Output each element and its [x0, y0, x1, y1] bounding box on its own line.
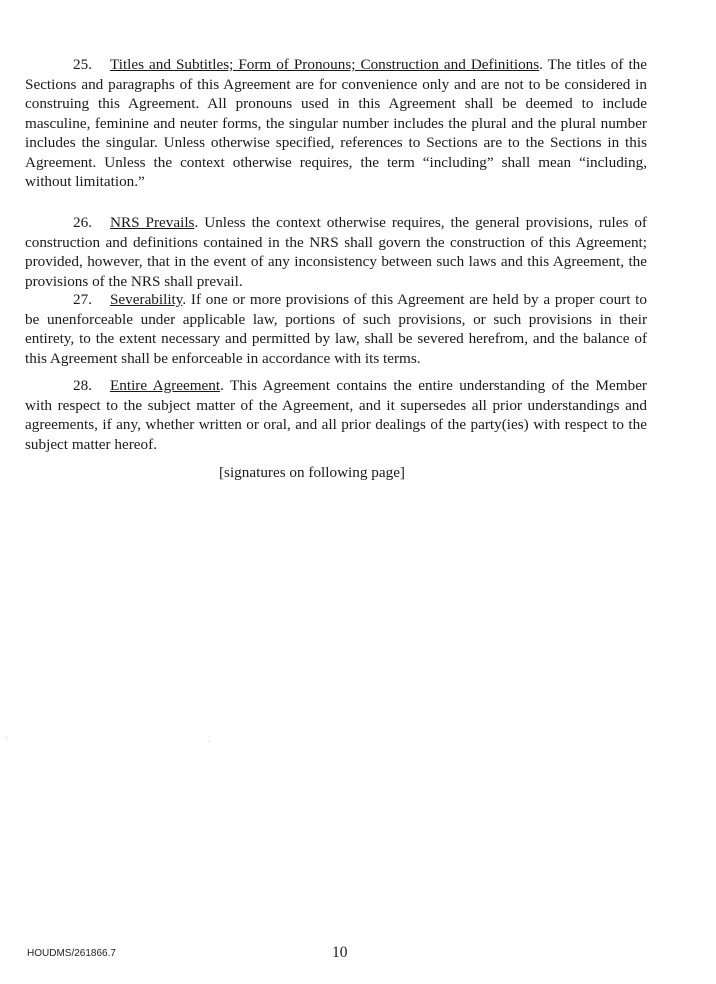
section-heading: Severability — [109, 291, 183, 308]
section-27 — [25, 290, 647, 368]
section-body: . Unless the context otherwise requires, the general provisions, rules of construction and definitions contained in the NRS shall govern the construction of this Agreement; provided, however, that in the event of any inconsistency between such laws and this Agreement, the provisions of the NRS shall prevail. — [25, 214, 647, 290]
section-number: 28. — [73, 377, 92, 394]
section-number: 27. — [73, 291, 92, 308]
section-number: 26. — [73, 214, 92, 231]
section-heading: Titles and Subtitles; Form of Pronouns; Construction and Definitions — [109, 56, 540, 73]
scan-speck — [209, 741, 210, 742]
section-25 — [25, 55, 647, 192]
section-body: . The titles of the Sections and paragraphs of this Agreement are for convenience only and are not to be considered in construing this Agreement. All pronouns used in this Agreement shall be deemed to include masculine, feminine and neuter forms, the singular number includes the plural and the plural number includes the singular. Unless otherwise specified, references to Sections are to the Sections in this Agreement. Unless the context otherwise requires, the term “including” shall mean “including, without limitation.” — [25, 56, 647, 190]
section-heading: Entire Agreement — [109, 377, 221, 394]
section-body: . This Agreement contains the entire understanding of the Member with respect to the subject matter of the Agreement, and it supersedes all prior understandings and agreements, if any, whether written or oral, and all prior dealings of the party(ies) with respect to the subject matter hereof. — [25, 377, 647, 453]
section-heading: NRS Prevails — [109, 214, 195, 231]
signature-note: [signatures on following page] — [218, 464, 405, 481]
scan-speck — [6, 737, 7, 738]
section-number: 25. — [73, 56, 92, 73]
section-26 — [25, 213, 647, 291]
document-id: HOUDMS/261866.7 — [27, 948, 116, 959]
section-body: . If one or more provisions of this Agreement are held by a proper court to be unenforceable under applicable law, portions of such provisions, or such provisions in their entirety, to the extent necessary and permitted by law, shall be severed herefrom, and the balance of this Agreement shall be enforceable in accordance with its terms. — [25, 291, 647, 367]
page-number: 10 — [332, 944, 348, 961]
section-28 — [25, 376, 647, 454]
